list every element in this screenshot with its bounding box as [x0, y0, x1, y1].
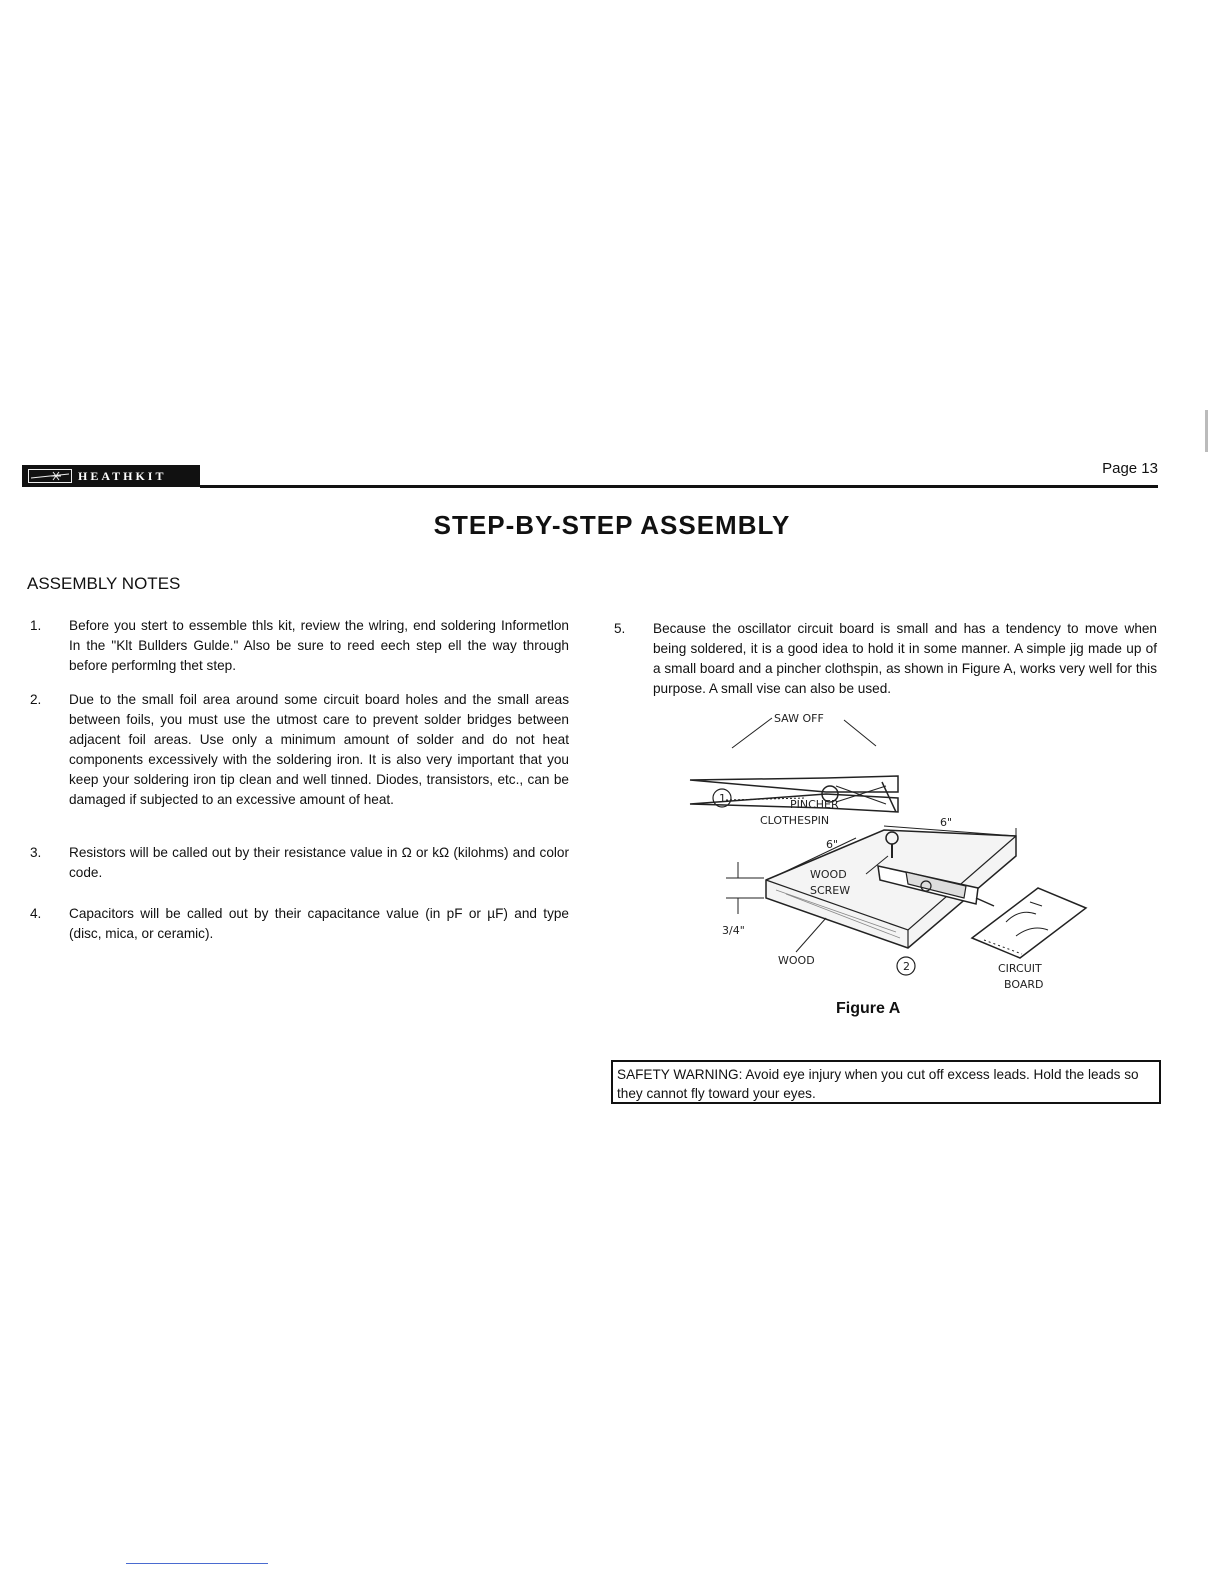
callout-1: 1: [719, 792, 726, 805]
label-wood: WOOD: [778, 954, 815, 967]
circuit-board-drawing: [972, 888, 1086, 958]
header-rule: [200, 485, 1158, 488]
label-saw-off: SAW OFF: [774, 712, 824, 725]
note-number: 2.: [30, 692, 42, 707]
note-text: Capacitors will be called out by their capacitance value (in pF or µF) and type (disc, mica, or ceramic).: [69, 906, 569, 941]
label-circuit: CIRCUIT: [998, 962, 1042, 975]
label-6in-length: 6": [940, 816, 953, 829]
note-text: Resistors will be called out by their resistance value in Ω or kΩ (kilohms) and color code.: [69, 845, 569, 880]
label-board: BOARD: [1004, 978, 1044, 991]
page-title: STEP-BY-STEP ASSEMBLY: [433, 510, 791, 540]
note-text: Before you stert to essemble thls kit, review the wlring, end soldering Informetlon In the "Klt Bullders Gulde." Also be sure to reed eech step ell the way through before performlng thet step.: [69, 618, 569, 673]
footer-link-line: [126, 1563, 268, 1564]
label-wood-screw-1: WOOD: [810, 868, 847, 881]
heathkit-logo: [22, 465, 200, 487]
note-text: Due to the small foil area around some circuit board holes and the small areas between foils, you must use the utmost care to prevent solder bridges between adjacent foil areas. Use only a minimum amount of solder and do not heat components excessively with the soldering iron. It is also very important that you keep your soldering iron tip clean and well tinned. Diodes, transistors, etc., can be damaged if subjected to an excessive amount of heat.: [69, 692, 569, 807]
label-clothespin: CLOTHESPIN: [760, 814, 830, 827]
figure-caption: Figure A: [836, 1000, 901, 1017]
note-text: Because the oscillator circuit board is small and has a tendency to move when being soldered, it is a good idea to hold it in some manner. A simple jig made up of a small board and a pincher clothspin, as shown in Figure A, works very well for this purpose. A small vise can also be used.: [653, 621, 1157, 696]
label-wood-screw-2: SCREW: [810, 884, 851, 897]
figure-a-jig-illustration: [686, 708, 1096, 998]
logo-text: HEATHKIT: [78, 468, 167, 483]
section-heading: ASSEMBLY NOTES: [27, 574, 181, 593]
callout-2: 2: [903, 960, 910, 973]
note-number: 4.: [30, 906, 42, 921]
label-pincher: PINCHER: [790, 798, 839, 811]
logo-emblem-icon: [28, 469, 72, 483]
page-number: Page 13: [1102, 460, 1158, 477]
note-number: 3.: [30, 845, 42, 860]
safety-warning-box: SAFETY WARNING: Avoid eye injury when you cut off excess leads. Hold the leads so they cannot fly toward your eyes.: [611, 1060, 1161, 1104]
note-number: 1.: [30, 618, 42, 633]
scan-edge-mark: [1205, 410, 1208, 452]
label-6in-width: 6": [826, 838, 839, 851]
label-3-4in-thickness: 3/4": [722, 924, 745, 937]
note-number: 5.: [614, 621, 626, 636]
